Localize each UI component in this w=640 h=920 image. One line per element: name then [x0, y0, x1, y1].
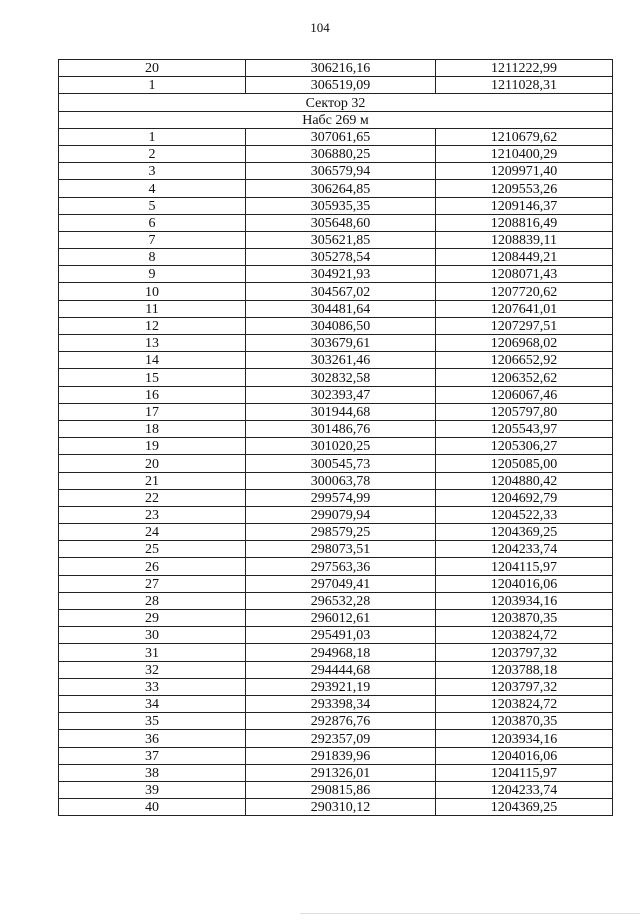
point-number-cell: 10 [59, 283, 246, 300]
table-row [59, 163, 613, 180]
x-coordinate-cell: 301020,25 [246, 438, 436, 455]
point-number-cell: 39 [59, 781, 246, 798]
point-number-cell: 11 [59, 300, 246, 317]
scan-edge-line [300, 913, 640, 914]
y-coordinate-cell: 1204016,06 [436, 747, 613, 764]
table-row [59, 403, 613, 420]
y-coordinate-cell: 1204115,97 [436, 558, 613, 575]
point-number-cell: 27 [59, 575, 246, 592]
x-coordinate-cell: 294968,18 [246, 644, 436, 661]
point-number-cell: 20 [59, 60, 246, 77]
point-number-cell: 30 [59, 627, 246, 644]
table-row [59, 283, 613, 300]
x-coordinate-cell: 291839,96 [246, 747, 436, 764]
y-coordinate-cell: 1209553,26 [436, 180, 613, 197]
y-coordinate-cell: 1210679,62 [436, 128, 613, 145]
table-main-rows [59, 128, 613, 816]
y-coordinate-cell: 1208449,21 [436, 249, 613, 266]
table-row [59, 489, 613, 506]
point-number-cell: 18 [59, 420, 246, 437]
subsector-title: Набс 269 м [59, 111, 613, 128]
y-coordinate-cell: 1208816,49 [436, 214, 613, 231]
point-number-cell: 12 [59, 317, 246, 334]
x-coordinate-cell: 304567,02 [246, 283, 436, 300]
x-coordinate-cell: 305621,85 [246, 231, 436, 248]
x-coordinate-cell: 306216,16 [246, 60, 436, 77]
y-coordinate-cell: 1203797,32 [436, 644, 613, 661]
point-number-cell: 1 [59, 77, 246, 94]
table-row [59, 145, 613, 162]
table-row [59, 713, 613, 730]
point-number-cell: 6 [59, 214, 246, 231]
x-coordinate-cell: 295491,03 [246, 627, 436, 644]
x-coordinate-cell: 298579,25 [246, 524, 436, 541]
x-coordinate-cell: 297563,36 [246, 558, 436, 575]
sector-row [59, 94, 613, 111]
point-number-cell: 2 [59, 145, 246, 162]
y-coordinate-cell: 1203870,35 [436, 713, 613, 730]
x-coordinate-cell: 305648,60 [246, 214, 436, 231]
point-number-cell: 25 [59, 541, 246, 558]
y-coordinate-cell: 1209146,37 [436, 197, 613, 214]
point-number-cell: 37 [59, 747, 246, 764]
point-number-cell: 5 [59, 197, 246, 214]
page-number: 104 [310, 20, 330, 35]
y-coordinate-cell: 1203870,35 [436, 610, 613, 627]
coordinates-table [58, 59, 613, 816]
x-coordinate-cell: 302393,47 [246, 386, 436, 403]
table-row [59, 420, 613, 437]
y-coordinate-cell: 1210400,29 [436, 145, 613, 162]
table-row [59, 524, 613, 541]
x-coordinate-cell: 296012,61 [246, 610, 436, 627]
y-coordinate-cell: 1206652,92 [436, 352, 613, 369]
y-coordinate-cell: 1207641,01 [436, 300, 613, 317]
table-row [59, 472, 613, 489]
subsector-row [59, 111, 613, 128]
y-coordinate-cell: 1206352,62 [436, 369, 613, 386]
table-row [59, 231, 613, 248]
table-row [59, 352, 613, 369]
x-coordinate-cell: 299079,94 [246, 506, 436, 523]
point-number-cell: 8 [59, 249, 246, 266]
table-row [59, 214, 613, 231]
x-coordinate-cell: 293398,34 [246, 695, 436, 712]
table-row [59, 386, 613, 403]
table-row [59, 644, 613, 661]
table-row [59, 77, 613, 94]
y-coordinate-cell: 1207720,62 [436, 283, 613, 300]
x-coordinate-cell: 299574,99 [246, 489, 436, 506]
y-coordinate-cell: 1204692,79 [436, 489, 613, 506]
y-coordinate-cell: 1204115,97 [436, 764, 613, 781]
x-coordinate-cell: 307061,65 [246, 128, 436, 145]
y-coordinate-cell: 1208071,43 [436, 266, 613, 283]
y-coordinate-cell: 1203788,18 [436, 661, 613, 678]
point-number-cell: 4 [59, 180, 246, 197]
table-row [59, 661, 613, 678]
table-row [59, 180, 613, 197]
table-row [59, 455, 613, 472]
table-row [59, 592, 613, 609]
point-number-cell: 24 [59, 524, 246, 541]
point-number-cell: 19 [59, 438, 246, 455]
point-number-cell: 1 [59, 128, 246, 145]
x-coordinate-cell: 297049,41 [246, 575, 436, 592]
point-number-cell: 7 [59, 231, 246, 248]
x-coordinate-cell: 303679,61 [246, 335, 436, 352]
x-coordinate-cell: 290815,86 [246, 781, 436, 798]
x-coordinate-cell: 306880,25 [246, 145, 436, 162]
table-row [59, 266, 613, 283]
table-row [59, 764, 613, 781]
x-coordinate-cell: 306579,94 [246, 163, 436, 180]
y-coordinate-cell: 1203824,72 [436, 695, 613, 712]
point-number-cell: 14 [59, 352, 246, 369]
point-number-cell: 29 [59, 610, 246, 627]
table-row [59, 317, 613, 334]
x-coordinate-cell: 301486,76 [246, 420, 436, 437]
y-coordinate-cell: 1207297,51 [436, 317, 613, 334]
point-number-cell: 15 [59, 369, 246, 386]
x-coordinate-cell: 292357,09 [246, 730, 436, 747]
y-coordinate-cell: 1205085,00 [436, 455, 613, 472]
table-row [59, 695, 613, 712]
y-coordinate-cell: 1208839,11 [436, 231, 613, 248]
table-row [59, 541, 613, 558]
y-coordinate-cell: 1203824,72 [436, 627, 613, 644]
point-number-cell: 28 [59, 592, 246, 609]
table-section-headers [59, 94, 613, 128]
x-coordinate-cell: 293921,19 [246, 678, 436, 695]
point-number-cell: 3 [59, 163, 246, 180]
x-coordinate-cell: 304921,93 [246, 266, 436, 283]
table-row [59, 678, 613, 695]
y-coordinate-cell: 1204369,25 [436, 799, 613, 816]
x-coordinate-cell: 301944,68 [246, 403, 436, 420]
point-number-cell: 32 [59, 661, 246, 678]
x-coordinate-cell: 296532,28 [246, 592, 436, 609]
y-coordinate-cell: 1205543,97 [436, 420, 613, 437]
point-number-cell: 17 [59, 403, 246, 420]
y-coordinate-cell: 1204233,74 [436, 781, 613, 798]
y-coordinate-cell: 1206968,02 [436, 335, 613, 352]
table-row [59, 627, 613, 644]
x-coordinate-cell: 302832,58 [246, 369, 436, 386]
x-coordinate-cell: 298073,51 [246, 541, 436, 558]
x-coordinate-cell: 303261,46 [246, 352, 436, 369]
x-coordinate-cell: 300063,78 [246, 472, 436, 489]
table-row [59, 60, 613, 77]
table-row [59, 730, 613, 747]
table-row [59, 335, 613, 352]
y-coordinate-cell: 1206067,46 [436, 386, 613, 403]
y-coordinate-cell: 1205306,27 [436, 438, 613, 455]
point-number-cell: 16 [59, 386, 246, 403]
table-row [59, 558, 613, 575]
table-row [59, 369, 613, 386]
sector-title: Сектор 32 [59, 94, 613, 111]
y-coordinate-cell: 1204369,25 [436, 524, 613, 541]
point-number-cell: 20 [59, 455, 246, 472]
point-number-cell: 35 [59, 713, 246, 730]
y-coordinate-cell: 1204522,33 [436, 506, 613, 523]
table-row [59, 300, 613, 317]
x-coordinate-cell: 294444,68 [246, 661, 436, 678]
x-coordinate-cell: 306519,09 [246, 77, 436, 94]
point-number-cell: 26 [59, 558, 246, 575]
point-number-cell: 40 [59, 799, 246, 816]
y-coordinate-cell: 1203797,32 [436, 678, 613, 695]
point-number-cell: 9 [59, 266, 246, 283]
x-coordinate-cell: 300545,73 [246, 455, 436, 472]
x-coordinate-cell: 305278,54 [246, 249, 436, 266]
x-coordinate-cell: 290310,12 [246, 799, 436, 816]
point-number-cell: 36 [59, 730, 246, 747]
y-coordinate-cell: 1209971,40 [436, 163, 613, 180]
table-row [59, 128, 613, 145]
y-coordinate-cell: 1203934,16 [436, 730, 613, 747]
point-number-cell: 38 [59, 764, 246, 781]
table-top-rows [59, 60, 613, 94]
table-row [59, 197, 613, 214]
x-coordinate-cell: 292876,76 [246, 713, 436, 730]
point-number-cell: 34 [59, 695, 246, 712]
point-number-cell: 21 [59, 472, 246, 489]
point-number-cell: 23 [59, 506, 246, 523]
x-coordinate-cell: 305935,35 [246, 197, 436, 214]
y-coordinate-cell: 1211028,31 [436, 77, 613, 94]
x-coordinate-cell: 306264,85 [246, 180, 436, 197]
y-coordinate-cell: 1203934,16 [436, 592, 613, 609]
y-coordinate-cell: 1205797,80 [436, 403, 613, 420]
table-row [59, 249, 613, 266]
table-row [59, 781, 613, 798]
x-coordinate-cell: 291326,01 [246, 764, 436, 781]
point-number-cell: 22 [59, 489, 246, 506]
table-row [59, 610, 613, 627]
y-coordinate-cell: 1204880,42 [436, 472, 613, 489]
table-row [59, 506, 613, 523]
table-row [59, 747, 613, 764]
table-row [59, 438, 613, 455]
table-row [59, 575, 613, 592]
table-row [59, 799, 613, 816]
point-number-cell: 13 [59, 335, 246, 352]
y-coordinate-cell: 1204233,74 [436, 541, 613, 558]
y-coordinate-cell: 1204016,06 [436, 575, 613, 592]
point-number-cell: 33 [59, 678, 246, 695]
point-number-cell: 31 [59, 644, 246, 661]
y-coordinate-cell: 1211222,99 [436, 60, 613, 77]
x-coordinate-cell: 304481,64 [246, 300, 436, 317]
x-coordinate-cell: 304086,50 [246, 317, 436, 334]
